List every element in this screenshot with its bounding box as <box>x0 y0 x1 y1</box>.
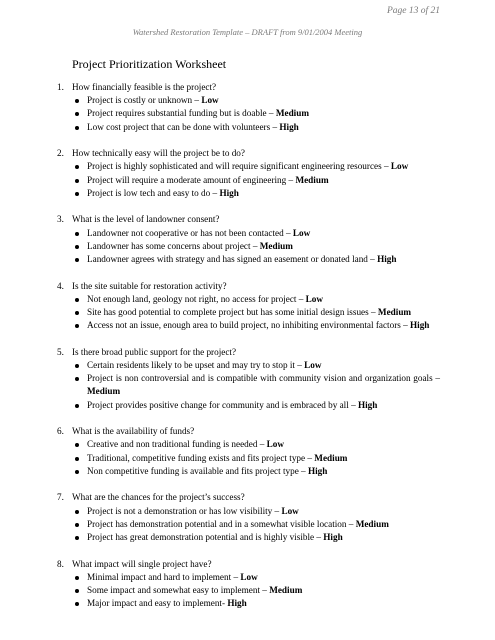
question-number: 5. <box>57 346 64 357</box>
rating-label: Low <box>292 227 311 238</box>
option-item <box>87 372 440 398</box>
option-item <box>87 597 440 610</box>
rating-label: High <box>323 532 343 543</box>
question-number: 6. <box>57 426 64 437</box>
option-text: Certain residents likely to be upset and may try to stop it – <box>87 360 305 371</box>
option-text: Project will require a moderate amount of engineering – <box>87 174 296 185</box>
rating-label: High <box>227 598 247 609</box>
option-item <box>87 584 440 597</box>
question-text: How technically easy will the project be to do? <box>72 148 245 159</box>
worksheet-title: Project Prioritization Worksheet <box>72 57 227 71</box>
option-list <box>57 94 440 134</box>
rating-label: Medium <box>314 452 348 463</box>
option-list <box>57 359 440 412</box>
option-text: Landowner has some concerns about project – <box>87 240 260 251</box>
question-line <box>57 346 440 359</box>
question-line <box>57 491 440 504</box>
option-item <box>87 187 440 200</box>
rating-label: High <box>219 187 239 198</box>
rating-label: Low <box>390 161 409 172</box>
option-item <box>87 121 440 134</box>
rating-label: Medium <box>275 108 310 119</box>
option-text: Project is non controversial and is compatible with community vision and organization goals – <box>87 373 440 384</box>
option-text: Project has demonstration potential and in a somewhat visible location – <box>87 518 356 529</box>
question-number: 8. <box>57 558 64 569</box>
option-item <box>87 452 440 465</box>
rating-label: Medium <box>377 307 412 318</box>
option-item <box>87 174 440 187</box>
question-line <box>57 558 440 571</box>
rating-label: High <box>307 465 328 476</box>
page-number: Page 13 of 21 <box>386 6 440 16</box>
option-item <box>87 359 440 372</box>
rating-label: High <box>279 121 299 132</box>
option-text: Project is not a demonstration or has low visibility – <box>87 505 282 516</box>
question-item <box>57 425 440 478</box>
question-text: What impact will single project have? <box>72 558 212 569</box>
question-line <box>57 425 440 438</box>
option-item <box>87 240 440 253</box>
option-item <box>87 253 440 266</box>
question-text: Is there broad public support for the project? <box>72 346 237 357</box>
rating-label: Low <box>240 571 258 582</box>
option-text: Project requires substantial funding but is doable – <box>87 108 276 119</box>
option-item <box>87 160 440 173</box>
option-text: Not enough land, geology not right, no access for project – <box>87 293 306 304</box>
rating-label: High <box>410 320 430 331</box>
question-number: 4. <box>57 280 64 291</box>
rating-label: Medium <box>269 585 303 596</box>
option-text: Landowner not cooperative or has not been contacted – <box>87 227 293 238</box>
question-number: 2. <box>57 148 64 159</box>
rating-label: Low <box>266 439 284 450</box>
option-item <box>87 399 440 412</box>
option-text: Access not an issue, enough area to build project, no inhibiting environmental factors – <box>87 320 411 331</box>
question-item <box>57 147 440 200</box>
question-text: Is the site suitable for restoration activity? <box>72 280 227 291</box>
question-item <box>57 346 440 412</box>
option-text: Project has great demonstration potential and is highly visible – <box>87 532 324 543</box>
question-list <box>57 81 440 624</box>
rating-label: High <box>357 399 378 410</box>
option-text: Some impact and somewhat easy to implement – <box>87 585 270 596</box>
option-item <box>87 293 440 306</box>
option-text: Site has good potential to complete project but has some initial design issues – <box>87 307 378 318</box>
question-text: How financially feasible is the project? <box>72 82 217 92</box>
option-text: Project is highly sophisticated and will require significant engineering resources – <box>87 161 391 172</box>
rating-label: Low <box>304 360 322 371</box>
question-item <box>57 491 440 544</box>
rating-label: Low <box>305 293 324 304</box>
question-item <box>57 81 440 134</box>
option-list <box>57 160 440 200</box>
question-line <box>57 213 440 226</box>
rating-label: Low <box>281 505 299 516</box>
option-text: Creative and non traditional funding is needed – <box>87 439 267 450</box>
option-text: Project provides positive change for community and is embraced by all – <box>87 399 358 410</box>
option-item <box>87 505 440 518</box>
question-item <box>57 280 440 333</box>
rating-label: Medium <box>87 386 121 397</box>
question-line <box>57 147 440 160</box>
option-text: Low cost project that can be done with volunteers – <box>87 121 280 132</box>
option-item <box>87 107 440 120</box>
document-header: Watershed Restoration Template – DRAFT from 9/01/2004 Meeting <box>132 27 363 37</box>
option-list <box>57 505 440 545</box>
option-item <box>87 306 440 319</box>
option-item <box>87 227 440 240</box>
option-item <box>87 465 440 478</box>
question-number: 7. <box>57 492 64 503</box>
option-list <box>57 227 440 267</box>
rating-label: Medium <box>295 174 329 185</box>
question-text: What are the chances for the project’s success? <box>72 492 245 503</box>
question-item <box>57 213 440 266</box>
option-text: Minimal impact and hard to implement – <box>87 571 241 582</box>
option-list <box>57 571 440 611</box>
question-item <box>57 558 440 611</box>
option-text: Landowner agrees with strategy and has signed an easement or donated land – <box>87 254 378 265</box>
rating-label: High <box>377 254 397 265</box>
question-text: What is the level of landowner consent? <box>72 214 220 225</box>
option-item <box>87 531 440 544</box>
rating-label: Medium <box>259 240 293 251</box>
option-text: Project is costly or unknown – <box>87 95 202 106</box>
question-line <box>57 280 440 293</box>
option-item <box>87 438 440 451</box>
option-text: Major impact and easy to implement- <box>87 598 228 609</box>
option-text: Project is low tech and easy to do – <box>87 187 220 198</box>
question-text: What is the availability of funds? <box>72 426 195 437</box>
option-item <box>87 319 440 332</box>
option-list <box>57 438 440 478</box>
question-number: 1. <box>57 82 64 92</box>
question-line <box>57 81 440 94</box>
option-text: Non competitive funding is available and fits project type – <box>87 465 308 476</box>
option-text: Traditional, competitive funding exists and fits project type – <box>87 452 315 463</box>
option-item <box>87 518 440 531</box>
rating-label: Low <box>201 95 219 106</box>
question-number: 3. <box>57 214 64 225</box>
option-item <box>87 94 440 107</box>
option-item <box>87 571 440 584</box>
rating-label: Medium <box>355 518 389 529</box>
option-list <box>57 293 440 333</box>
